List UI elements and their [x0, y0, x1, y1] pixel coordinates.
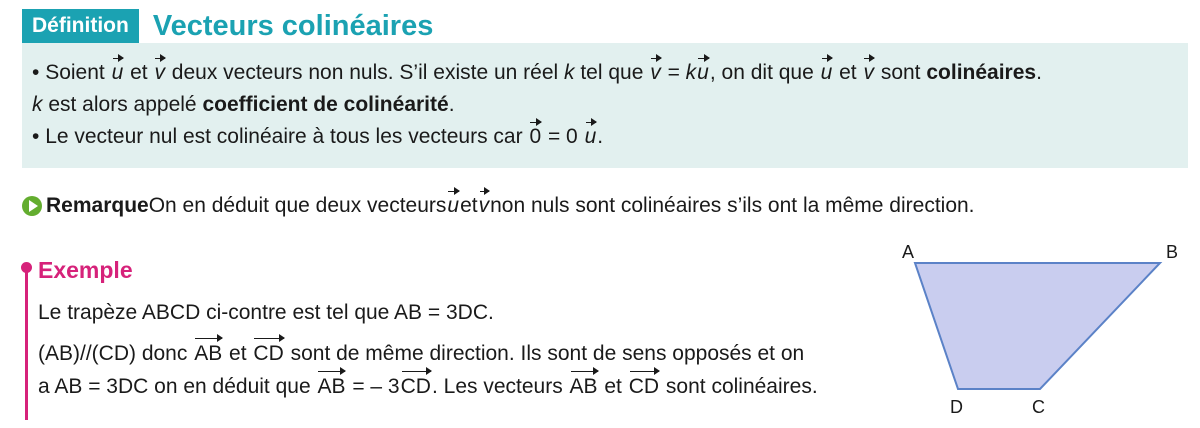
vector-v: v [153, 57, 166, 89]
example-dot [21, 262, 32, 273]
label-a: A [902, 242, 915, 262]
remark: Remarque On en déduit que deux vecteurs u et v non nuls sont colinéaires s’ils ont la même direction. [22, 190, 975, 222]
definition-box [22, 43, 1188, 168]
vector-v: v [862, 57, 875, 89]
label-d: D [950, 397, 963, 417]
example-title: Exemple [38, 257, 133, 283]
vector-u: u [584, 121, 598, 153]
label-c: C [1032, 397, 1045, 417]
definition-line-2: k est alors appelé coefficient de colinéarité. [32, 93, 455, 116]
vector-ab: AB [316, 370, 346, 403]
vector-ab: AB [193, 337, 223, 370]
vector-u: u [696, 57, 710, 89]
label-b: B [1166, 242, 1179, 262]
remark-label: Remarque [46, 194, 149, 217]
vector-u: u [111, 57, 125, 89]
example-paragraph-1: Le trapèze ABCD ci-contre est tel que AB = 3DC. [38, 301, 494, 324]
example-paragraph-3: a AB = 3DC on en déduit que AB = – 3CD. Les vecteurs AB et CD sont colinéaires. [38, 370, 818, 403]
vector-u: u [820, 57, 834, 89]
definition-header [22, 9, 433, 43]
vector-cd: CD [628, 370, 660, 403]
definition-line-1: • Soient u et v deux vecteurs non nuls. S’il existe un réel k tel que v = ku, on dit que u et v sont colinéaires. [32, 57, 1178, 89]
vector-cd: CD [400, 370, 432, 403]
vector-v: v [649, 57, 662, 89]
vector-ab: AB [569, 370, 599, 403]
play-icon [22, 196, 42, 216]
example-body [38, 296, 818, 403]
vector-u: u [446, 190, 460, 222]
definition-line-3: • Le vecteur nul est colinéaire à tous les vecteurs car 0 = 0 u. [32, 121, 1178, 153]
trapezoid-figure [890, 236, 1190, 422]
example-paragraph-2: (AB)//(CD) donc AB et CD sont de même direction. Ils sont de sens opposés et on [38, 337, 818, 370]
vector-v: v [478, 190, 491, 222]
definition-title: Vecteurs colinéaires [152, 10, 434, 42]
example-bar [25, 266, 28, 420]
vector-cd: CD [252, 337, 284, 370]
vector-zero: 0 [528, 121, 542, 153]
trapezoid-abcd [915, 263, 1160, 389]
definition-badge: Définition [22, 9, 139, 43]
